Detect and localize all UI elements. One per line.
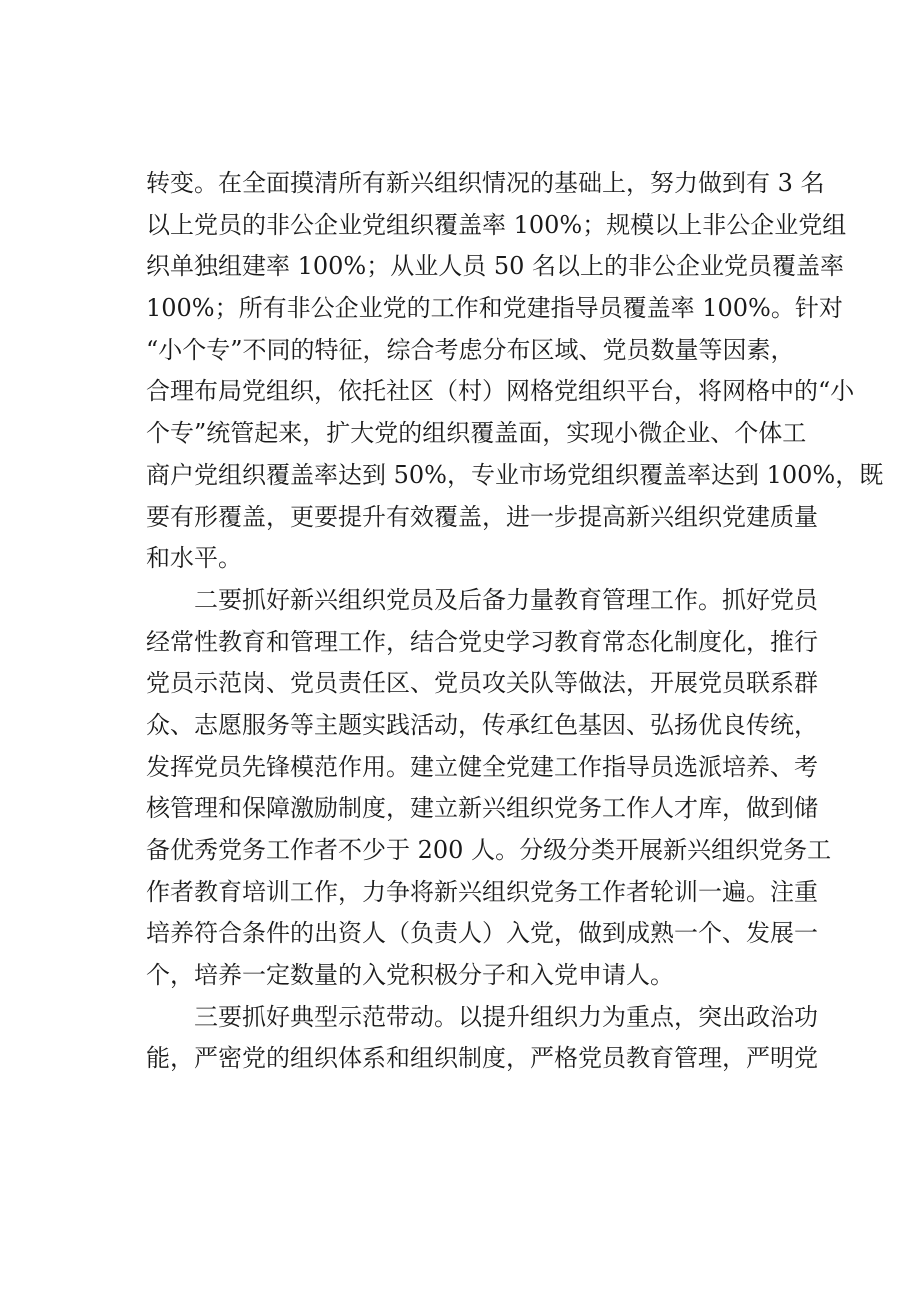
text-line: 发挥党员先锋模范作用。建立健全党建工作指导员选派培养、考	[146, 752, 818, 781]
text-line: 织单独组建率 100%；从业人员 50 名以上的非公企业党员覆盖率	[146, 252, 845, 281]
text-line: 以上党员的非公企业党组织覆盖率 100%；规模以上非公企业党组	[146, 210, 847, 239]
text-line: 转变。在全面摸清所有新兴组织情况的基础上，努力做到有 3 名	[146, 169, 825, 197]
paragraph-3	[146, 997, 818, 1080]
paragraph-2	[146, 580, 832, 997]
text-line: 个专”统管起来，扩大党的组织覆盖面，实现小微企业、个体工	[146, 419, 807, 448]
text-line: 核管理和保障激励制度，建立新兴组织党务工作人才库，做到储	[146, 794, 818, 823]
text-line: 三要抓好典型示范带动。以提升组织力为重点，突出政治功	[194, 1002, 818, 1031]
text-line: 培养符合条件的出资人（负责人）入党，做到成熟一个、发展一	[146, 919, 818, 948]
text-line: 众、志愿服务等主题实践活动，传承红色基因、弘扬优良传统，	[146, 710, 818, 739]
text-line: 能，严密党的组织体系和组织制度，严格党员教育管理，严明党	[146, 1044, 818, 1073]
text-line: “小个专”不同的特征，综合考虑分布区域、党员数量等因素，	[146, 335, 795, 364]
document-body	[146, 163, 884, 1080]
text-line: 作者教育培训工作，力争将新兴组织党务工作者轮训一遍。注重	[146, 877, 818, 906]
text-line: 个，培养一定数量的入党积极分子和入党申请人。	[146, 961, 674, 990]
text-line: 商户党组织覆盖率达到 50%，专业市场党组织覆盖率达到 100%，既	[146, 460, 884, 489]
text-line: 要有形覆盖，更要提升有效覆盖，进一步提高新兴组织党建质量	[146, 502, 818, 531]
text-line: 经常性教育和管理工作，结合党史学习教育常态化制度化，推行	[146, 627, 818, 656]
paragraph-1	[146, 163, 884, 580]
text-line: 100%；所有非公企业党的工作和党建指导员覆盖率 100%。针对	[146, 294, 843, 323]
text-line: 党员示范岗、党员责任区、党员攻关队等做法，开展党员联系群	[146, 669, 818, 698]
text-line: 合理布局党组织，依托社区（村）网格党组织平台，将网格中的“小	[146, 377, 855, 406]
text-line: 备优秀党务工作者不少于 200 人。分级分类开展新兴组织党务工	[146, 836, 832, 864]
text-line: 和水平。	[146, 544, 242, 573]
text-line: 二要抓好新兴组织党员及后备力量教育管理工作。抓好党员	[194, 585, 818, 614]
